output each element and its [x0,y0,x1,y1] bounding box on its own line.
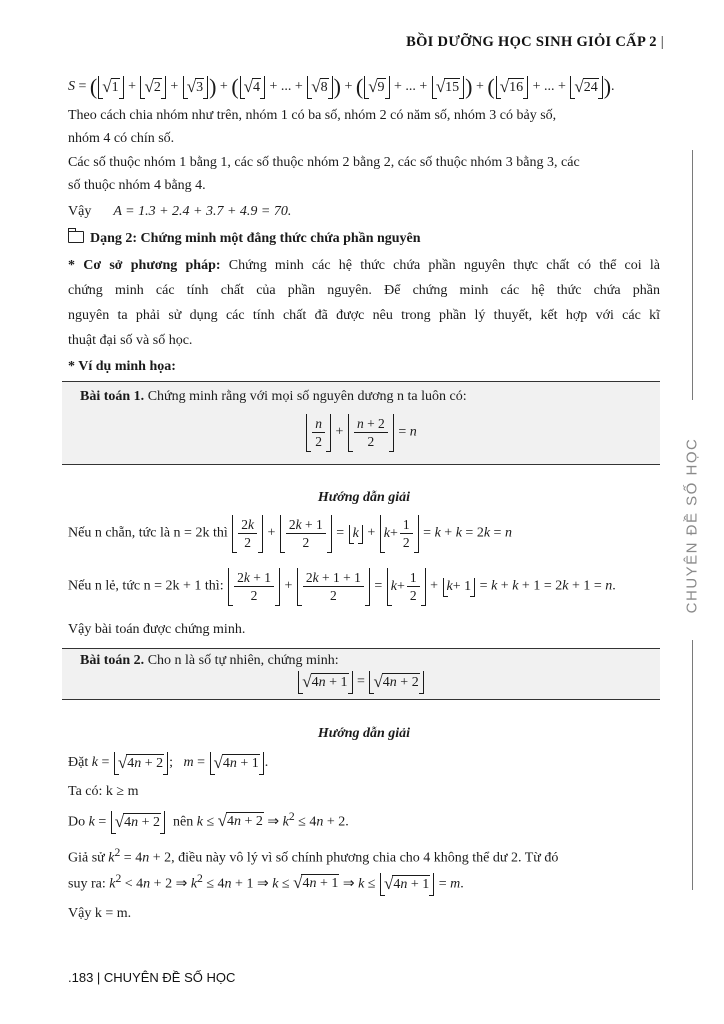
side-divider-top [692,150,693,400]
page-footer: .183 | CHUYÊN ĐỀ SỐ HỌC [68,970,236,985]
page-header: BỒI DƯỠNG HỌC SINH GIỎI CẤP 2 | [406,34,664,50]
folder-icon [68,231,84,243]
side-tab: CHUYÊN ĐỀ SỐ HỌC [683,437,701,613]
section-heading: Dạng 2: Chứng minh một đẳng thức chứa phần nguyên [68,231,660,247]
side-divider-bottom [692,640,693,890]
problem-2-box: Bài toán 2. Cho n là số tự nhiên, chứng minh: √ 4n + 1 = √ 4n + 2 [62,648,660,700]
problem-1-box: Bài toán 1. Chứng minh rằng với mọi số nguyên dương n ta luôn có: $\frac{n}{2}$ + $\frac{n + 2}{2}$ = n [62,381,660,465]
sum-formula: S = ( √ 1 + √ 2 + √ 3 ) + ( √ 4 + ... + √ 8 ) + ( √ 9 + ... + √ 15 ) + ( √ 16 + ... + √ 24 ). [68,74,615,99]
